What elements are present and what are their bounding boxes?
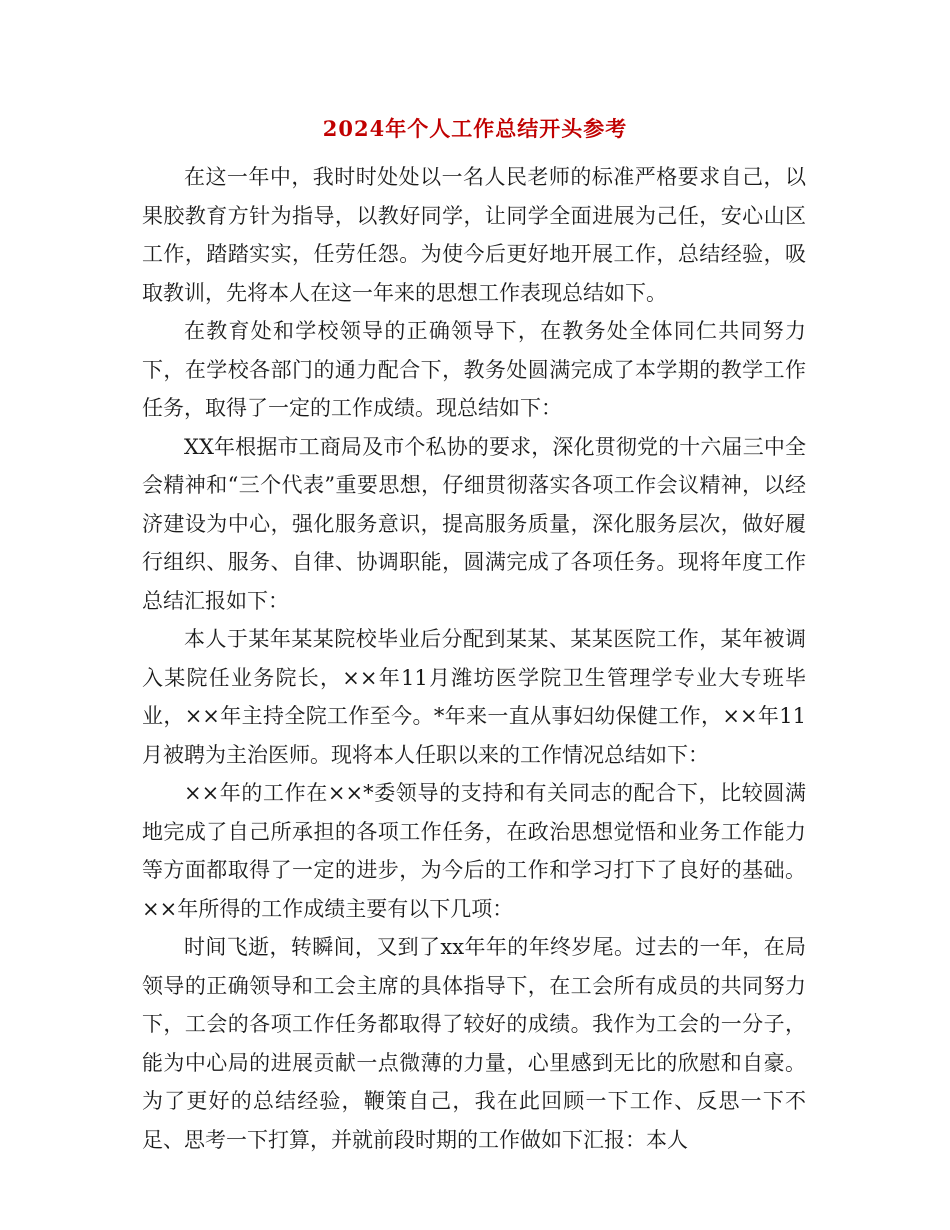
paragraph-1: 在这一年中，我时时处处以一名人民老师的标准严格要求自己，以果胶教育方针为指导，以教好同学，让同学全面进展为己任，安心山区工作，踏踏实实，任劳任怨。为使今后更好地开展工作，总结经验，吸取教训，先将本人在这一年来的思想工作表现总结如下。 [142,165,806,305]
paragraph-4: 本人于某年某某院校毕业后分配到某某、某某医院工作，某年被调入某院任业务院长，××年11月潍坊医学院卫生管理学专业大专班毕业，××年主持全院工作至今。*年来一直从事妇幼保健工作，××年11月被聘为主治医师。现将本人任职以来的工作情况总结如下： [142,627,806,767]
paragraph-5: ××年的工作在××*委领导的支持和有关同志的配合下，比较圆满地完成了自己所承担的各项工作任务，在政治思想觉悟和业务工作能力等方面都取得了一定的进步，为今后的工作和学习打下了良好的基础。××年所得的工作成绩主要有以下几项： [142,781,806,921]
paragraph-6: 时间飞逝，转瞬间，又到了xx年年的年终岁尾。过去的一年，在局领导的正确领导和工会主席的具体指导下，在工会所有成员的共同努力下，工会的各项工作任务都取得了较好的成绩。我作为工会的一分子，能为中心局的进展贡献一点微薄的力量，心里感到无比的欣慰和自豪。为了更好的总结经验，鞭策自己，我在此回顾一下工作、反思一下不足、思考一下打算，并就前段时期的工作做如下汇报：本人 [142,935,806,1152]
document-title: 2024年个人工作总结开头参考 [322,116,628,141]
document-body [142,158,806,1159]
paragraph-3: XX年根据市工商局及市个私协的要求，深化贯彻党的十六届三中全会精神和“三个代表”重要思想，仔细贯彻落实各项工作会议精神，以经济建设为中心，强化服务意识，提高服务质量，深化服务层次，做好履行组织、服务、自律、协调职能，圆满完成了各项任务。现将年度工作总结汇报如下： [142,434,806,613]
paragraph-2: 在教育处和学校领导的正确领导下，在教务处全体同仁共同努力下，在学校各部门的通力配合下，教务处圆满完成了本学期的教学工作任务，取得了一定的工作成绩。现总结如下： [142,319,806,420]
